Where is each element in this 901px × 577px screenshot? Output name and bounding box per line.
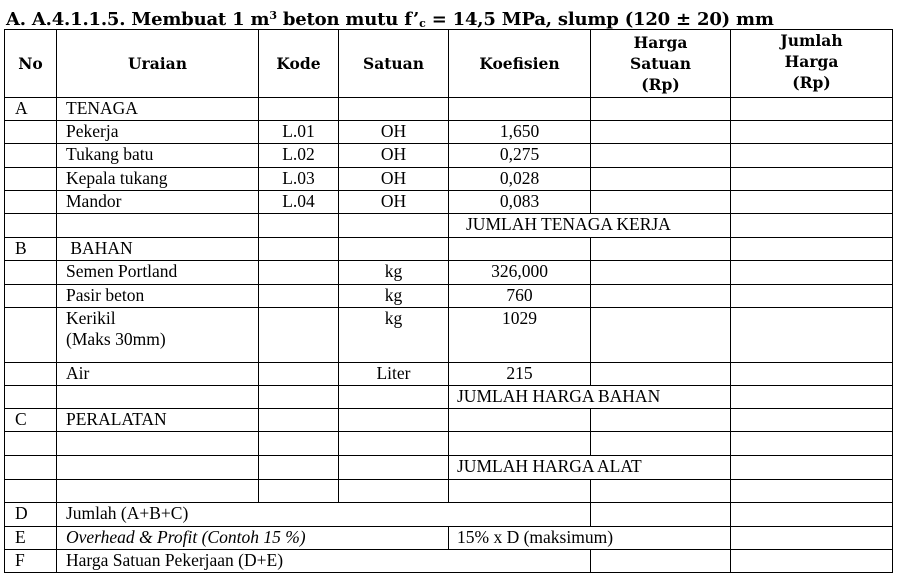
empty-cell [57, 456, 259, 480]
empty-cell [259, 238, 339, 261]
footer-row-d [5, 503, 893, 527]
empty-cell [731, 550, 893, 573]
empty-cell [449, 409, 591, 432]
satuan-cell: kg [339, 285, 449, 308]
empty-cell [259, 432, 339, 456]
empty-cell [449, 98, 591, 121]
empty-cell [339, 214, 449, 238]
kode-cell: L.03 [259, 168, 339, 191]
header-uraian: Uraian [57, 30, 259, 98]
subtotal-row-tenaga [5, 214, 893, 238]
subtotal-label: JUMLAH HARGA ALAT [449, 456, 731, 480]
section-row-tenaga [5, 98, 893, 121]
empty-cell [591, 238, 731, 261]
title-text: A. A.4.1.1.5. Membuat 1 m [6, 9, 270, 30]
empty-cell [5, 168, 57, 191]
koefisien-cell: 1029 [449, 308, 591, 363]
title-text-middle: beton mutu f’ [276, 9, 420, 30]
header-jumlah-harga: Jumlah Harga (Rp) [731, 30, 893, 98]
title-superscript: 3 [269, 9, 277, 22]
table-row [5, 261, 893, 285]
section-label: TENAGA [57, 98, 259, 121]
empty-cell [731, 98, 893, 121]
table-row [5, 308, 893, 363]
footer-row-f [5, 550, 893, 573]
footer-row-e [5, 527, 893, 550]
header-satuan: Satuan [339, 30, 449, 98]
section-label: BAHAN [57, 238, 259, 261]
empty-cell [731, 308, 893, 363]
empty-cell [591, 261, 731, 285]
empty-cell [259, 386, 339, 409]
empty-cell [57, 480, 259, 503]
empty-cell [5, 121, 57, 144]
footer-label: Jumlah (A+B+C) [57, 503, 591, 527]
empty-cell [731, 432, 893, 456]
satuan-cell: kg [339, 261, 449, 285]
table-row [5, 480, 893, 503]
header-kode: Kode [259, 30, 339, 98]
section-no: B [5, 238, 57, 261]
empty-cell [731, 261, 893, 285]
empty-cell [731, 363, 893, 386]
koefisien-cell: 1,650 [449, 121, 591, 144]
empty-cell [57, 386, 259, 409]
uraian-cell: Mandor [57, 191, 259, 214]
title-subscript: c [419, 17, 426, 30]
empty-cell [591, 121, 731, 144]
empty-cell [5, 214, 57, 238]
empty-cell [591, 168, 731, 191]
satuan-cell: OH [339, 168, 449, 191]
row-no: F [5, 550, 57, 573]
row-no: D [5, 503, 57, 527]
footer-value: 15% x D (maksimum) [449, 527, 731, 550]
empty-cell [5, 261, 57, 285]
uraian-cell: Pasir beton [57, 285, 259, 308]
empty-cell [259, 409, 339, 432]
empty-cell [731, 238, 893, 261]
header-koefisien: Koefisien [449, 30, 591, 98]
uraian-cell: Semen Portland [57, 261, 259, 285]
empty-cell [5, 285, 57, 308]
table-row [5, 432, 893, 456]
empty-cell [339, 432, 449, 456]
empty-cell [259, 308, 339, 363]
empty-cell [731, 121, 893, 144]
empty-cell [591, 144, 731, 168]
uraian-cell: Kepala tukang [57, 168, 259, 191]
empty-cell [339, 238, 449, 261]
empty-cell [5, 363, 57, 386]
empty-cell [5, 191, 57, 214]
empty-cell [731, 214, 893, 238]
empty-cell [731, 191, 893, 214]
empty-cell [259, 363, 339, 386]
footer-label: Harga Satuan Pekerjaan (D+E) [57, 550, 591, 573]
koefisien-cell: 0,083 [449, 191, 591, 214]
header-row [5, 30, 893, 98]
empty-cell [591, 550, 731, 573]
empty-cell [259, 480, 339, 503]
satuan-cell: OH [339, 191, 449, 214]
empty-cell [57, 432, 259, 456]
subtotal-row-bahan [5, 386, 893, 409]
empty-cell [339, 409, 449, 432]
empty-cell [591, 191, 731, 214]
table-row [5, 191, 893, 214]
empty-cell [731, 527, 893, 550]
empty-cell [5, 386, 57, 409]
empty-cell [259, 98, 339, 121]
koefisien-cell: 326,000 [449, 261, 591, 285]
empty-cell [591, 432, 731, 456]
subtotal-label: JUMLAH HARGA BAHAN [449, 386, 731, 409]
empty-cell [591, 480, 731, 503]
empty-cell [591, 503, 731, 527]
empty-cell [5, 480, 57, 503]
empty-cell [449, 238, 591, 261]
empty-cell [5, 456, 57, 480]
uraian-cell: Air [57, 363, 259, 386]
empty-cell [339, 386, 449, 409]
footer-label: Overhead & Profit (Contoh 15 %) [57, 527, 449, 550]
empty-cell [731, 409, 893, 432]
koefisien-cell: 0,028 [449, 168, 591, 191]
section-no: A [5, 98, 57, 121]
section-row-bahan [5, 238, 893, 261]
satuan-cell: Liter [339, 363, 449, 386]
empty-cell [339, 98, 449, 121]
empty-cell [449, 480, 591, 503]
table-row [5, 168, 893, 191]
empty-cell [5, 308, 57, 363]
header-harga-satuan: Harga Satuan (Rp) [591, 30, 731, 98]
uraian-cell [57, 308, 259, 363]
kode-cell: L.02 [259, 144, 339, 168]
empty-cell [591, 285, 731, 308]
empty-cell [339, 480, 449, 503]
empty-cell [731, 168, 893, 191]
table-row [5, 121, 893, 144]
empty-cell [259, 456, 339, 480]
uraian-line: Kerikil [66, 308, 116, 328]
empty-cell [591, 308, 731, 363]
empty-cell [731, 503, 893, 527]
cost-analysis-table [4, 29, 893, 573]
row-no: E [5, 527, 57, 550]
uraian-line: (Maks 30mm) [66, 329, 166, 349]
empty-cell [449, 432, 591, 456]
empty-cell [731, 480, 893, 503]
table-row [5, 285, 893, 308]
satuan-cell: OH [339, 121, 449, 144]
empty-cell [259, 214, 339, 238]
uraian-cell: Pekerja [57, 121, 259, 144]
subtotal-row-alat [5, 456, 893, 480]
table-row [5, 144, 893, 168]
empty-cell [591, 98, 731, 121]
empty-cell [731, 144, 893, 168]
empty-cell [5, 144, 57, 168]
empty-cell [591, 409, 731, 432]
kode-cell: L.04 [259, 191, 339, 214]
title-text-suffix: = 14,5 MPa, slump (120 ± 20) mm [425, 9, 774, 30]
empty-cell [339, 456, 449, 480]
header-no: No [5, 30, 57, 98]
uraian-cell: Tukang batu [57, 144, 259, 168]
satuan-cell: kg [339, 308, 449, 363]
section-label: PERALATAN [57, 409, 259, 432]
kode-cell: L.01 [259, 121, 339, 144]
koefisien-cell: 0,275 [449, 144, 591, 168]
empty-cell [591, 363, 731, 386]
empty-cell [259, 261, 339, 285]
empty-cell [731, 456, 893, 480]
koefisien-cell: 215 [449, 363, 591, 386]
empty-cell [5, 432, 57, 456]
satuan-cell: OH [339, 144, 449, 168]
empty-cell [731, 386, 893, 409]
koefisien-cell: 760 [449, 285, 591, 308]
subtotal-label: JUMLAH TENAGA KERJA [449, 214, 731, 238]
section-row-peralatan [5, 409, 893, 432]
empty-cell [259, 285, 339, 308]
empty-cell [731, 285, 893, 308]
table-row [5, 363, 893, 386]
empty-cell [57, 214, 259, 238]
section-no: C [5, 409, 57, 432]
